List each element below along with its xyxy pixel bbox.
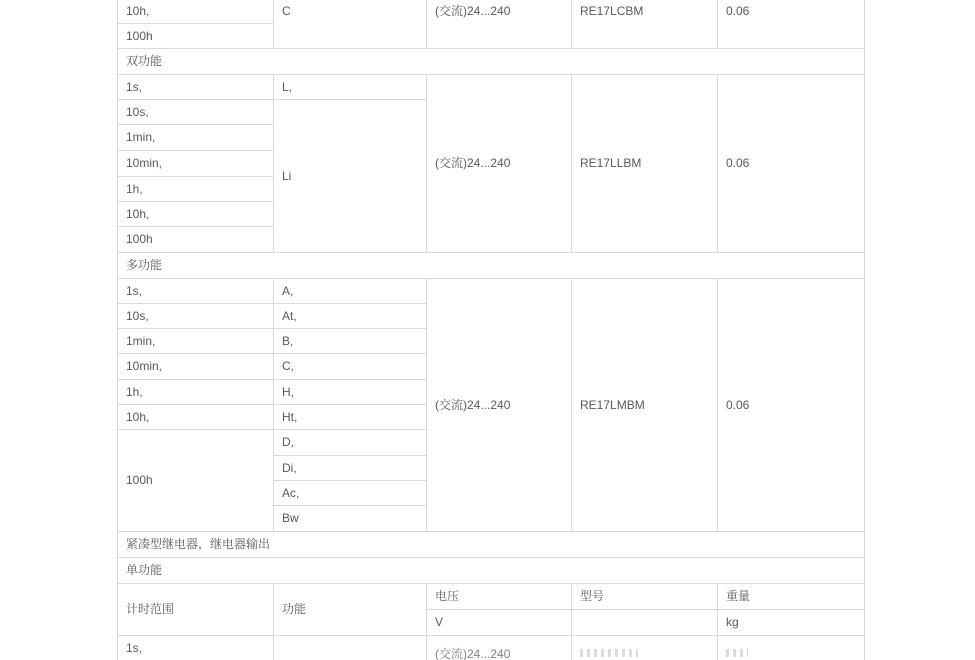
- section-header-single-function: 单功能: [118, 557, 865, 583]
- function-cell: C,: [274, 353, 427, 379]
- product-spec-table: [117, 0, 865, 660]
- timing-cell: 1min,: [118, 124, 274, 150]
- function-cell: C: [274, 0, 427, 48]
- weight-cell: 0.06: [718, 74, 865, 252]
- function-cell: Bw: [274, 505, 427, 531]
- voltage-cell: [427, 635, 572, 660]
- function-cell: Ac,: [274, 480, 427, 505]
- function-cell: Li: [274, 99, 427, 252]
- weight-unit-cell: kg: [718, 609, 865, 635]
- clipped-model-text: [580, 649, 638, 657]
- model-cell: RE17LCBM: [572, 0, 718, 48]
- section-header-compact-relay: 紧凑型继电器，继电器输出: [118, 531, 865, 557]
- clipped-weight-text: [726, 649, 748, 657]
- weight-cell: 0.06: [718, 278, 865, 531]
- column-header-function: 功能: [274, 583, 427, 635]
- timing-cell: 1h,: [118, 176, 274, 201]
- voltage-unit-cell: V: [427, 609, 572, 635]
- timing-cell: 1h,: [118, 379, 274, 404]
- timing-cell: 10h,: [118, 0, 274, 23]
- timing-cell: 10h,: [118, 201, 274, 226]
- function-cell: Di,: [274, 455, 427, 480]
- function-cell: Ht,: [274, 404, 427, 429]
- clipped-voltage-text: (交流)24...240: [435, 646, 511, 660]
- function-cell: D,: [274, 429, 427, 455]
- timing-cell: 1s,: [118, 635, 274, 660]
- timing-cell: 1s,: [118, 74, 274, 99]
- weight-cell: 0.06: [718, 0, 865, 48]
- column-header-voltage: 电压: [427, 583, 572, 609]
- function-cell: [274, 635, 427, 660]
- model-cell: RE17LLBM: [572, 74, 718, 252]
- function-cell: A,: [274, 278, 427, 303]
- timing-cell: 10h,: [118, 404, 274, 429]
- voltage-cell: (交流)24...240: [427, 74, 572, 252]
- weight-cell: [718, 635, 865, 660]
- timing-cell: 10s,: [118, 99, 274, 124]
- empty-cell: [572, 609, 718, 635]
- column-header-timing-range: 计时范围: [118, 583, 274, 635]
- voltage-cell: (交流)24...240: [427, 0, 572, 48]
- timing-cell: 10min,: [118, 150, 274, 176]
- section-header-multi-function: 多功能: [118, 252, 865, 278]
- function-cell: L,: [274, 74, 427, 99]
- timing-cell: 10s,: [118, 303, 274, 328]
- model-cell: RE17LMBM: [572, 278, 718, 531]
- timing-cell: 100h: [118, 23, 274, 48]
- timing-cell: 100h: [118, 429, 274, 531]
- timing-cell: 10min,: [118, 353, 274, 379]
- function-cell: H,: [274, 379, 427, 404]
- function-cell: At,: [274, 303, 427, 328]
- voltage-cell: (交流)24...240: [427, 278, 572, 531]
- timing-cell: 1min,: [118, 328, 274, 353]
- column-header-model: 型号: [572, 583, 718, 609]
- function-cell: B,: [274, 328, 427, 353]
- timing-cell: 1s,: [118, 278, 274, 303]
- model-cell: [572, 635, 718, 660]
- timing-cell: 100h: [118, 226, 274, 252]
- section-header-dual-function: 双功能: [118, 48, 865, 74]
- column-header-weight: 重量: [718, 583, 865, 609]
